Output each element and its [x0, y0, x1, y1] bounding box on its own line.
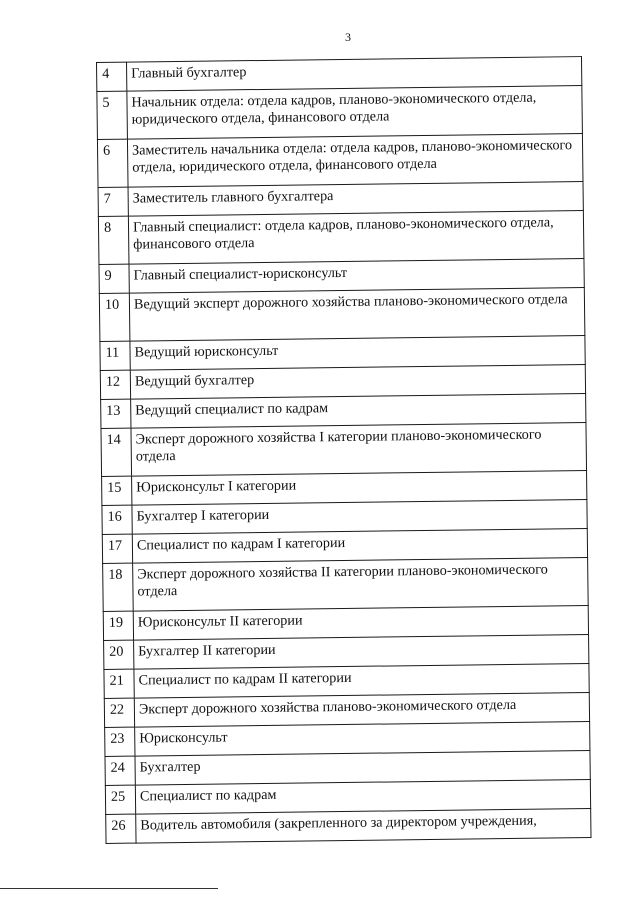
position-title: Специалист по кадрам II категории [134, 664, 589, 699]
table-row [97, 134, 583, 188]
row-number: 9 [99, 264, 129, 293]
row-number: 23 [105, 727, 135, 756]
table-row [101, 423, 587, 477]
row-number: 26 [106, 814, 136, 843]
position-title: Бухгалтер I категории [132, 500, 587, 535]
position-title: Заместитель начальника отдела: отдела кадров, планово-экономического отдела, юридического отдела, финансового отдела [127, 134, 583, 188]
positions-table [96, 56, 592, 844]
position-title: Эксперт дорожного хозяйства планово-экономического отдела [134, 693, 589, 728]
position-title: Водитель автомобиля (закрепленного за директором учреждения, [136, 809, 591, 844]
table-row [99, 288, 585, 342]
row-number: 11 [100, 341, 130, 370]
position-title: Главный бухгалтер [127, 57, 582, 92]
position-title: Эксперт дорожного хозяйства I категории планово-экономического отдела [131, 423, 587, 477]
positions-table-body [97, 57, 592, 844]
position-title: Заместитель главного бухгалтера [128, 182, 583, 217]
table-row [106, 809, 591, 844]
row-number: 24 [105, 756, 135, 785]
row-number: 22 [104, 698, 134, 727]
position-title: Ведущий эксперт дорожного хозяйства планово-экономического отдела [129, 288, 585, 342]
row-number: 20 [104, 640, 134, 669]
position-title: Главный специалист: отдела кадров, планово-экономического отдела, финансового отдела [128, 211, 584, 265]
page-number: 3 [345, 30, 351, 44]
position-title: Специалист по кадрам [135, 780, 590, 815]
position-title: Ведущий бухгалтер [130, 365, 585, 400]
position-title: Эксперт дорожного хозяйства II категории планово-экономического отдела [133, 558, 589, 612]
position-title: Специалист по кадрам I категории [132, 529, 587, 564]
row-number: 14 [101, 428, 132, 476]
row-number: 16 [102, 505, 132, 534]
row-number: 17 [102, 534, 132, 563]
row-number: 19 [103, 611, 133, 640]
row-number: 4 [97, 62, 127, 91]
table-row [98, 211, 584, 265]
position-title: Ведущий юрисконсульт [130, 336, 585, 371]
table-row [97, 86, 583, 140]
position-title: Бухгалтер [135, 751, 590, 786]
position-title: Юрисконсульт [135, 722, 590, 757]
row-number: 12 [100, 370, 130, 399]
table-row [103, 558, 589, 612]
row-number: 21 [104, 669, 134, 698]
position-title: Бухгалтер II категории [134, 635, 589, 670]
row-number: 13 [101, 399, 131, 428]
row-number: 18 [103, 563, 134, 611]
position-title: Начальник отдела: отдела кадров, планово-экономического отдела, юридического отдела, финансового отдела [127, 86, 583, 140]
position-title: Юрисконсульт I категории [132, 471, 587, 506]
position-title: Ведущий специалист по кадрам [131, 394, 586, 429]
position-title: Главный специалист-юрисконсульт [129, 259, 584, 294]
position-title: Юрисконсульт II категории [133, 606, 588, 641]
row-number: 8 [98, 216, 129, 264]
row-number: 10 [99, 293, 130, 341]
row-number: 7 [98, 187, 128, 216]
row-number: 5 [97, 91, 128, 139]
row-number: 6 [97, 139, 128, 187]
footnote-separator [0, 888, 218, 889]
row-number: 25 [105, 785, 135, 814]
row-number: 15 [102, 476, 132, 505]
